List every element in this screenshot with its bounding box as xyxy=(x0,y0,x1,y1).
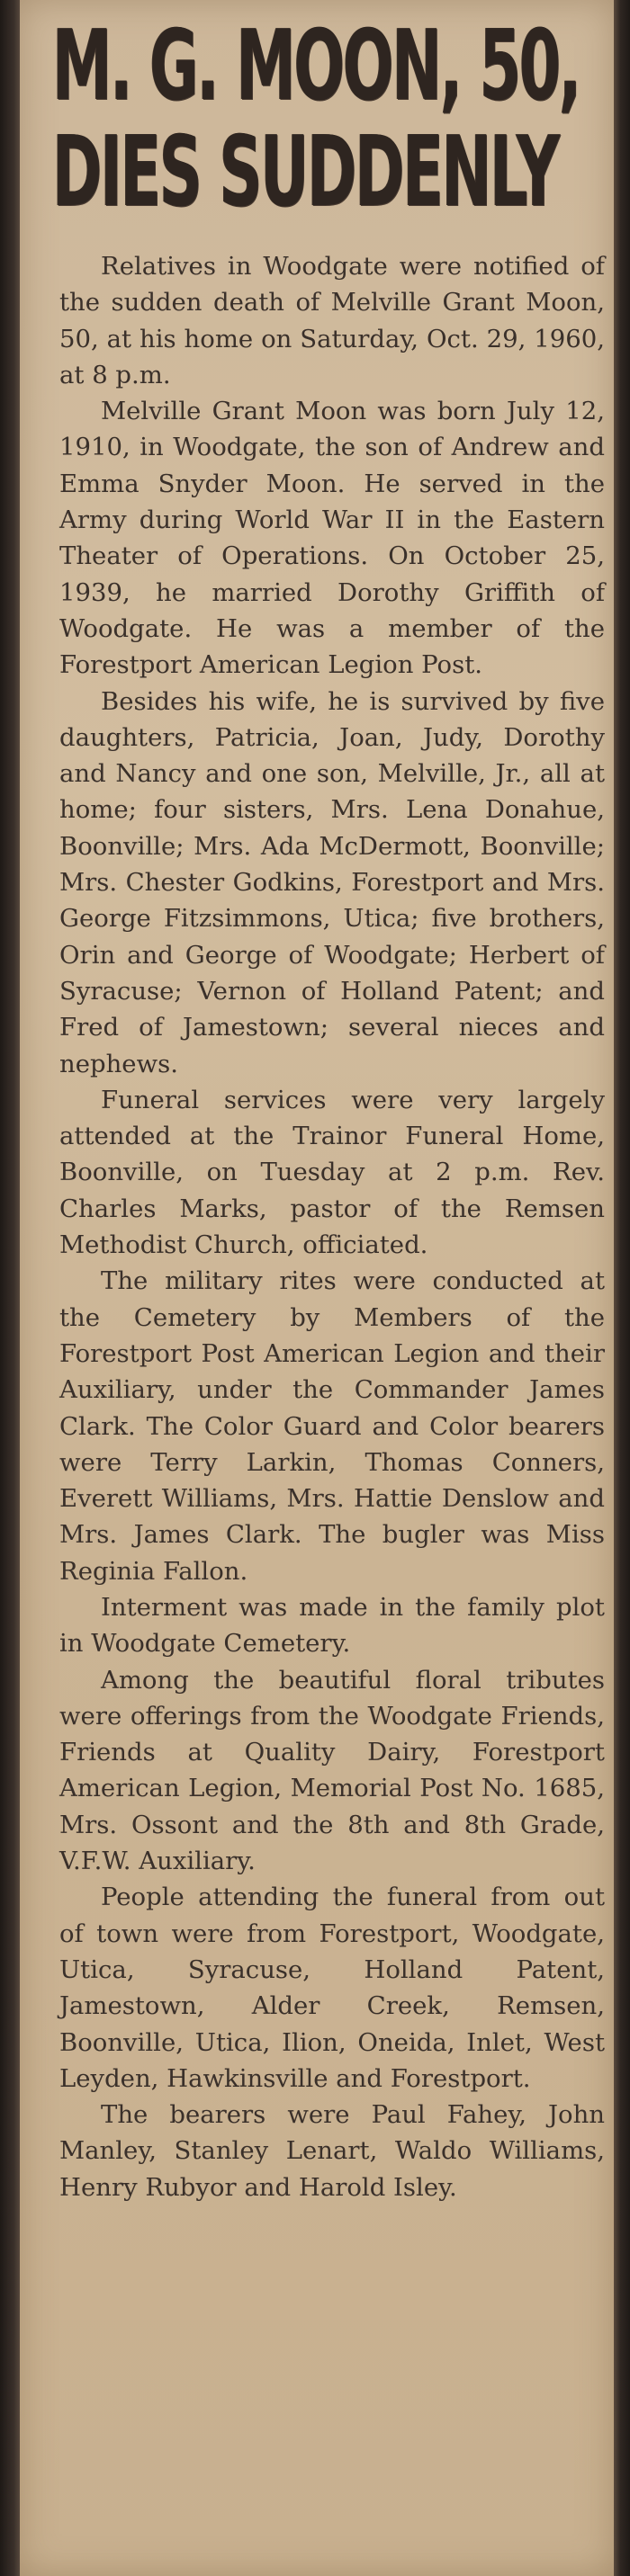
newspaper-clipping xyxy=(20,0,614,2576)
paragraph-survivors: Besides his wife, he is survived by five daughters, Patricia, Joan, Judy, Dorothy and Nancy and one son, Melville, Jr., all at home; four sisters, Mrs. Lena Donahue, Boonville; Mrs. Ada McDermott, Boonville; Mrs. Chester Godkins, Forestport and Mrs. George Fitzsimmons, Utica; five brothers, Orin and George of Woodgate; Herbert of Syracuse; Vernon of Holland Patent; and Fred of Jamestown; several nieces and nephews. xyxy=(59,686,605,1078)
paragraph-interment: Interment was made in the family plot in Woodgate Cemetery. xyxy=(59,1592,605,1659)
scan-right-edge xyxy=(614,0,630,2576)
paragraph-bearers: The bearers were Paul Fahey, John Manley, Stanley Lenart, Waldo Williams, Henry Rubyor and Harold Isley. xyxy=(59,2100,605,2202)
paragraph-notification: Relatives in Woodgate were notified of the sudden death of Melville Grant Moon, 50, at his home on Saturday, Oct. 29, 1960, at 8 p.m. xyxy=(59,252,605,389)
paragraph-military-rites: The military rites were conducted at the Cemetery by Members of the Forestport Post American Legion and their Auxiliary, under the Commander James Clark. The Color Guard and Color bearers were Terry Larkin, Thomas Conners, Everett Williams, Mrs. Hattie Denslow and Mrs. James Clark. The bugler was Miss Reginia Fallon. xyxy=(59,1266,605,1586)
paragraph-attendees: People attending the funeral from out of town were from Forestport, Woodgate, Utica, Syracuse, Holland Patent, Jamestown, Alder Creek, Remsen, Boonville, Utica, Ilion, Oneida, Inlet, West Leyden, Hawkinsville and Forestport. xyxy=(59,1883,605,2093)
headline xyxy=(52,10,580,230)
scan-left-edge xyxy=(0,0,20,2576)
paragraph-floral-tributes: Among the beautiful floral tributes were offerings from the Woodgate Friends, Friends at Quality Dairy, Forestport American Legion, Memorial Post No. 1685, Mrs. Ossont and the 8th and 8th Grade, V.F.W. Auxiliary. xyxy=(59,1665,605,1876)
obituary-body xyxy=(59,248,605,2205)
paragraph-funeral-services: Funeral services were very largely attended at the Trainor Funeral Home, Boonville, on Tuesday at 2 p.m. Rev. Charles Marks, pastor of the Remsen Methodist Church, officiated. xyxy=(59,1085,605,1260)
paragraph-biography: Melville Grant Moon was born July 12, 1910, in Woodgate, the son of Andrew and Emma Snyder Moon. He served in the Army during World War II in the Eastern Theater of Operations. On October 25, 1939, he married Dorothy Griffith of Woodgate. He was a member of the Forestport American Legion Post. xyxy=(59,397,605,680)
headline-line-1: M. G. MOON, 50, xyxy=(52,10,580,122)
headline-line-2: DIES SUDDENLY xyxy=(52,116,558,228)
